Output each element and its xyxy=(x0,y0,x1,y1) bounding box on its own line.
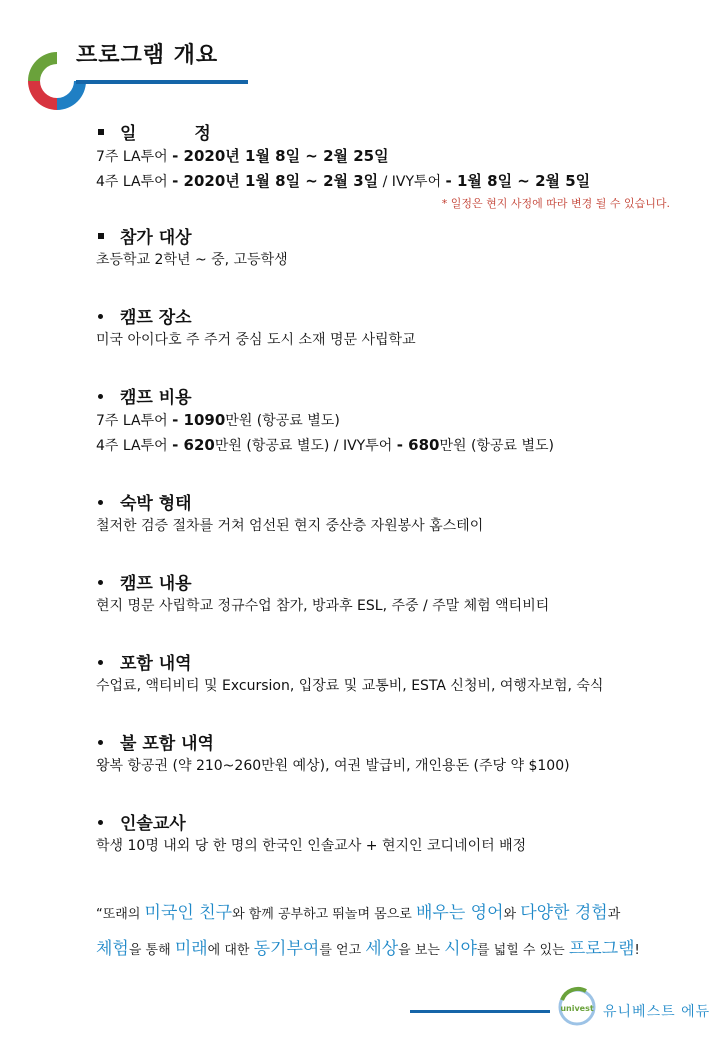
square-bullet-icon xyxy=(96,123,120,139)
section-eligibility xyxy=(96,222,696,302)
dot-bullet-icon xyxy=(96,733,120,749)
title-underline xyxy=(76,80,248,84)
cost-line-4week: 4주 LA투어 - 620만원 (항공료 별도) / IVY투어 - 680만원 (항공료 별도) xyxy=(96,436,554,454)
section-text: 초등학교 2학년 ~ 중, 고등학생 xyxy=(96,252,288,268)
section-text: 학생 10명 내외 당 한 명의 한국인 인솔교사 + 현지인 코디네이터 배정 xyxy=(96,838,527,854)
section-location xyxy=(96,302,696,382)
section-included xyxy=(96,648,696,728)
dot-bullet-icon xyxy=(96,307,120,323)
program-quote: “또래의 미국인 친구와 함께 공부하고 뛰놀며 몸으로 배우는 영어와 다양한 경험과 체험을 통해 미래에 대한 동기부여를 얻고 세상을 보는 시야를 넓힐 수 있는 프로그램! xyxy=(96,903,640,959)
section-title: 캠프 장소 xyxy=(120,307,192,328)
svg-text:univest: univest xyxy=(560,1004,594,1013)
section-cost xyxy=(96,382,696,488)
section-content xyxy=(96,568,696,648)
section-excluded xyxy=(96,728,696,808)
square-bullet-icon xyxy=(96,227,120,243)
schedule-line-4week: 4주 LA투어 - 2020년 1월 8일 ~ 2월 3일 / IVY투어 - 1월 8일 ~ 2월 5일 xyxy=(96,172,591,190)
section-title: 숙박 형태 xyxy=(120,493,192,514)
page-header xyxy=(22,38,242,118)
section-text: 수업료, 액티비티 및 Excursion, 입장료 및 교통비, ESTA 신청비, 여행자보험, 숙식 xyxy=(96,678,604,694)
section-title: 인솔교사 xyxy=(120,813,186,834)
footer-rule xyxy=(410,1010,550,1013)
univest-logo-icon xyxy=(556,986,598,1028)
section-text: 현지 명문 사립학교 정규수업 참가, 방과후 ESL, 주중 / 주말 체험 액티비티 xyxy=(96,598,550,614)
schedule-notice: * 일정은 현지 사정에 따라 변경 될 수 있습니다. xyxy=(441,197,670,210)
section-text: 미국 아이다호 주 주거 중심 도시 소재 명문 사립학교 xyxy=(96,332,416,348)
dot-bullet-icon xyxy=(96,653,120,669)
section-title: 캠프 비용 xyxy=(120,387,192,408)
dot-bullet-icon xyxy=(96,493,120,509)
section-title: 불 포함 내역 xyxy=(120,733,214,754)
section-title: 참가 대상 xyxy=(120,227,192,248)
section-text: 철저한 검증 절차를 거쳐 엄선된 현지 중산층 자원봉사 홈스테이 xyxy=(96,518,484,534)
page-title: 프로그램 개요 xyxy=(76,43,219,68)
section-accommodation xyxy=(96,488,696,568)
schedule-line-7week: 7주 LA투어 - 2020년 1월 8일 ~ 2월 25일 xyxy=(96,147,389,165)
section-chaperone xyxy=(96,808,696,888)
section-schedule xyxy=(96,118,696,222)
cost-line-7week: 7주 LA투어 - 1090만원 (항공료 별도) xyxy=(96,411,340,429)
section-title: 일 정 xyxy=(120,123,237,144)
dot-bullet-icon xyxy=(96,573,120,589)
footer-brand: 유니베스트 에듀 xyxy=(603,1004,711,1020)
dot-bullet-icon xyxy=(96,387,120,403)
program-overview xyxy=(96,118,696,888)
section-text: 왕복 항공권 (약 210~260만원 예상), 여권 발급비, 개인용돈 (주당 약 $100) xyxy=(96,758,570,774)
section-title: 포함 내역 xyxy=(120,653,192,674)
section-title: 캠프 내용 xyxy=(120,573,192,594)
dot-bullet-icon xyxy=(96,813,120,829)
